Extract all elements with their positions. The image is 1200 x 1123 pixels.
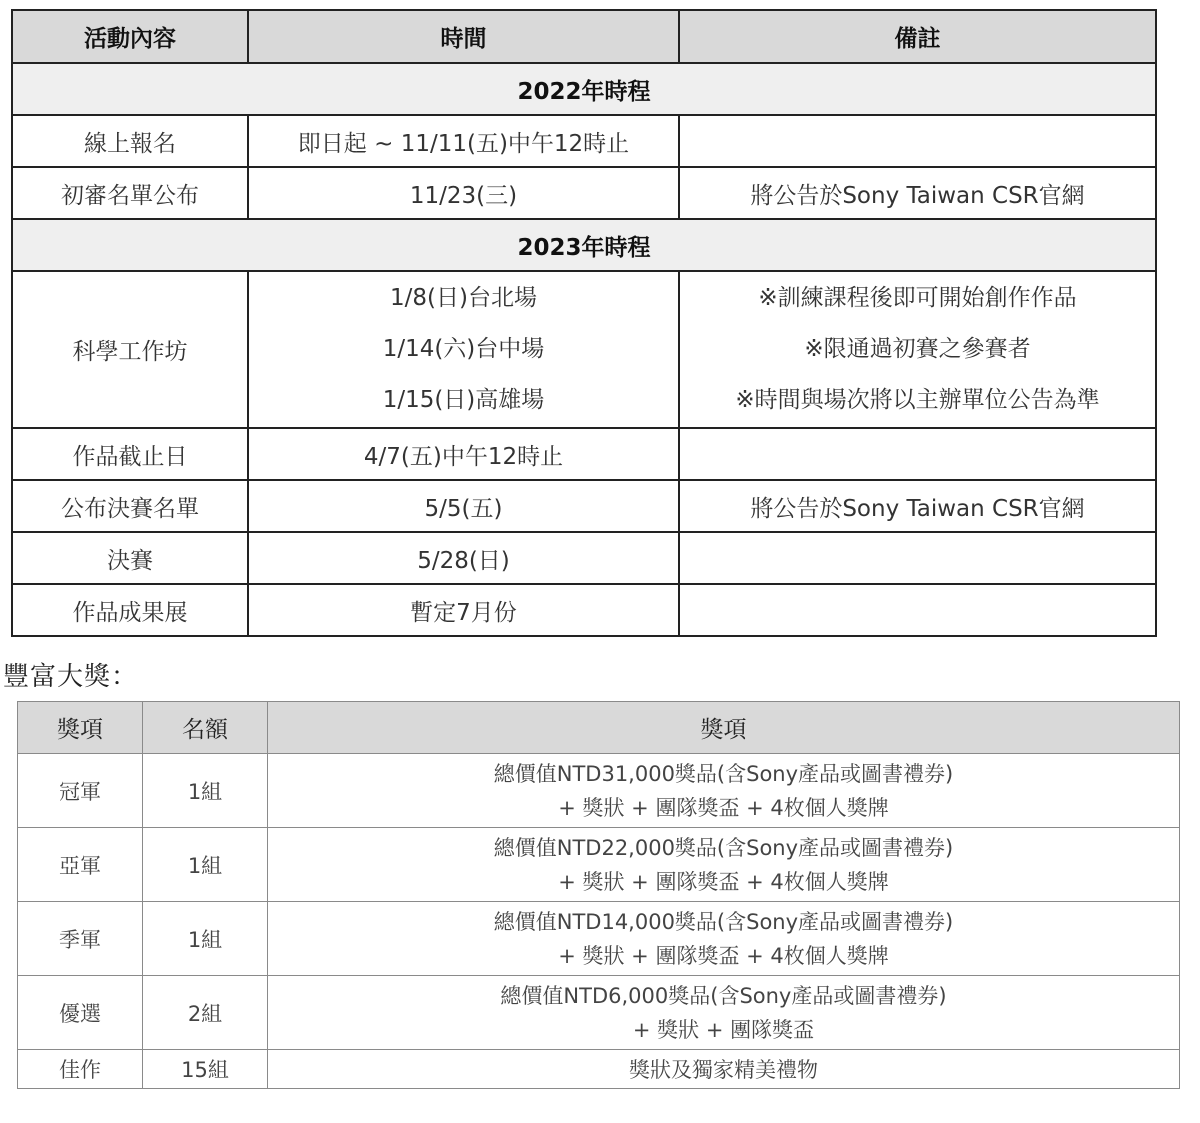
- table-row: [12, 167, 1156, 219]
- workshop-time-taipei: 1/8(日)台北場: [390, 285, 537, 311]
- table-row: [12, 115, 1156, 167]
- section-2023-title: 2023年時程: [12, 219, 1156, 271]
- header-quota: 名額: [143, 702, 268, 754]
- quota-cell: 1組: [143, 828, 268, 902]
- prize-line: 總價值NTD14,000獎品(含Sony產品或圖書禮券): [493, 909, 954, 934]
- prize-line: + 獎狀 + 團隊獎盃 + 4枚個人獎牌: [558, 869, 889, 894]
- prize-line: + 獎狀 + 團隊獎盃: [632, 1017, 815, 1042]
- activity-cell: 公布決賽名單: [12, 480, 248, 532]
- section-2022-title: 2022年時程: [12, 63, 1156, 115]
- prize-line: + 獎狀 + 團隊獎盃 + 4枚個人獎牌: [558, 795, 889, 820]
- table-row: [18, 1050, 1180, 1089]
- quota-cell: 2組: [143, 976, 268, 1050]
- time-cell: 暫定7月份: [248, 584, 679, 636]
- prize-cell: [268, 976, 1180, 1050]
- activity-cell: 線上報名: [12, 115, 248, 167]
- quota-cell: 1組: [143, 754, 268, 828]
- workshop-time-taichung: 1/14(六)台中場: [382, 336, 545, 362]
- activity-cell: 初審名單公布: [12, 167, 248, 219]
- header-activity: 活動內容: [12, 10, 248, 63]
- awards-heading: 豐富大獎：: [3, 662, 139, 692]
- award-cell: 佳作: [18, 1050, 143, 1089]
- awards-header-row: [18, 702, 1180, 754]
- header-award: 獎項: [18, 702, 143, 754]
- table-row: [18, 976, 1180, 1050]
- time-cell: 5/28(日): [248, 532, 679, 584]
- table-row: [18, 902, 1180, 976]
- prize-line: + 獎狀 + 團隊獎盃 + 4枚個人獎牌: [558, 943, 889, 968]
- table-row: [12, 480, 1156, 532]
- prize-line: 總價值NTD31,000獎品(含Sony產品或圖書禮券): [493, 761, 954, 786]
- workshop-note-1: ※訓練課程後即可開始創作作品: [758, 285, 1077, 311]
- time-cell: 5/5(五): [248, 480, 679, 532]
- prize-cell: [268, 828, 1180, 902]
- awards-table: [17, 701, 1180, 1089]
- schedule-table: [11, 9, 1157, 637]
- note-cell: 將公告於Sony Taiwan CSR官網: [679, 167, 1156, 219]
- prize-line: 總價值NTD6,000獎品(含Sony產品或圖書禮券): [500, 983, 947, 1008]
- workshop-note-3: ※時間與場次將以主辦單位公告為準: [735, 387, 1100, 413]
- activity-cell: 作品成果展: [12, 584, 248, 636]
- table-row: [18, 828, 1180, 902]
- time-cell: 即日起 ~ 11/11(五)中午12時止: [248, 115, 679, 167]
- award-cell: 亞軍: [18, 828, 143, 902]
- header-time: 時間: [248, 10, 679, 63]
- note-cell: [679, 584, 1156, 636]
- table-row: [12, 428, 1156, 480]
- time-cell: 4/7(五)中午12時止: [248, 428, 679, 480]
- section-2022-row: [12, 63, 1156, 115]
- note-cell: [679, 532, 1156, 584]
- header-prize: 獎項: [268, 702, 1180, 754]
- prize-line: 總價值NTD22,000獎品(含Sony產品或圖書禮券): [493, 835, 954, 860]
- workshop-times-cell: [248, 271, 679, 428]
- prize-cell: [268, 902, 1180, 976]
- section-2023-row: [12, 219, 1156, 271]
- quota-cell: 15組: [143, 1050, 268, 1089]
- table-row: [12, 532, 1156, 584]
- workshop-row: [12, 271, 1156, 428]
- prize-cell: 獎狀及獨家精美禮物: [268, 1050, 1180, 1089]
- table-row: [18, 754, 1180, 828]
- header-note: 備註: [679, 10, 1156, 63]
- activity-cell: 科學工作坊: [12, 271, 248, 428]
- time-cell: 11/23(三): [248, 167, 679, 219]
- prize-cell: [268, 754, 1180, 828]
- workshop-notes-cell: [679, 271, 1156, 428]
- activity-cell: 決賽: [12, 532, 248, 584]
- workshop-note-2: ※限通過初賽之參賽者: [804, 336, 1031, 362]
- award-cell: 季軍: [18, 902, 143, 976]
- note-cell: [679, 428, 1156, 480]
- table-row: [12, 584, 1156, 636]
- activity-cell: 作品截止日: [12, 428, 248, 480]
- schedule-header-row: [12, 10, 1156, 63]
- workshop-time-kaohsiung: 1/15(日)高雄場: [382, 387, 545, 413]
- note-cell: [679, 115, 1156, 167]
- note-cell: 將公告於Sony Taiwan CSR官網: [679, 480, 1156, 532]
- award-cell: 冠軍: [18, 754, 143, 828]
- award-cell: 優選: [18, 976, 143, 1050]
- quota-cell: 1組: [143, 902, 268, 976]
